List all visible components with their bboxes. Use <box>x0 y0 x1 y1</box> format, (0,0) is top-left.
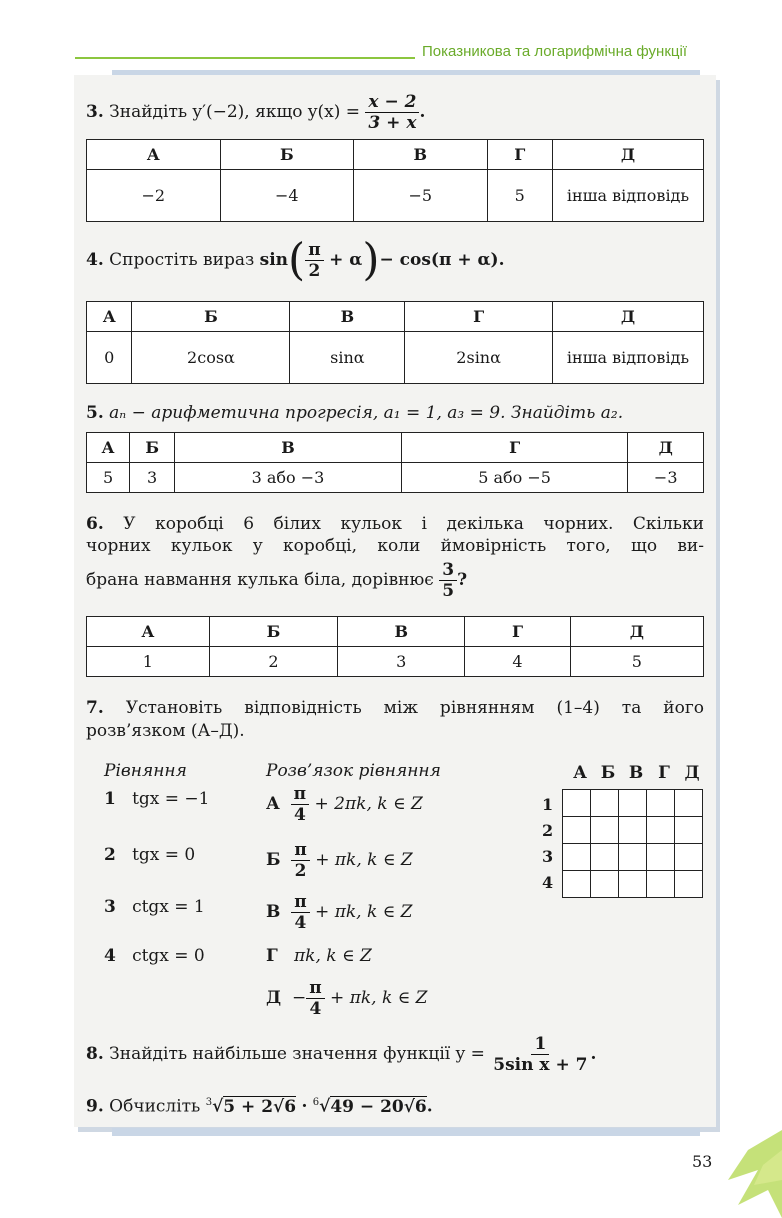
page-number: 53 <box>692 1152 713 1171</box>
task-number: 3. <box>86 102 104 122</box>
task-9: 9. Обчисліть $^3$√5 + 2√6 · $^6$√49 − 20√6. <box>86 1096 433 1117</box>
answer-grid[interactable] <box>562 789 703 898</box>
equation-4: 4 ctgx = 0 <box>104 946 205 966</box>
grid-column-labels: А Б В Г Д <box>573 763 700 783</box>
exercise-panel <box>74 75 716 1127</box>
task-text: Знайдіть y′(−2), якщо y(x) = <box>109 102 361 122</box>
task-5: 5. aₙ − арифметична прогресія, a₁ = 1, a₃ = 9. Знайдіть a₂. <box>86 403 624 423</box>
solution-g: Г πk, k ∈ Z <box>266 946 372 966</box>
panel-bottom-band <box>112 1128 700 1136</box>
equation-1: 1 tgx = −1 <box>104 789 210 809</box>
solution-a: А $\frac{\pi}{4}$ + 2πk, k ∈ Z <box>266 784 423 825</box>
solution-b: Б $\frac{\pi}{2}$ + πk, k ∈ Z <box>266 840 413 881</box>
task-7-line-1: 7. Установіть відповідність між рівнянням (1–4) та його <box>86 698 705 718</box>
solutions-header: Розв’язок рівняння <box>266 761 441 781</box>
answer-table-4: А Б В Г Д 0 2cosα sinα 2sinα інша відповідь <box>86 301 704 384</box>
task-6-line-3: брана навмання кулька біла, дорівнює $\frac{3}{5}$ ? <box>86 560 468 601</box>
answer-table-5: А Б В Г Д 5 3 3 або −3 5 або −5 −3 <box>86 432 704 493</box>
answer-table-3: А Б В Г Д −2 −4 −5 5 інша відповідь <box>86 139 704 222</box>
solution-v: В $\frac{\pi}{4}$ + πk, k ∈ Z <box>266 892 413 933</box>
leaf-decoration-icon <box>718 1110 782 1218</box>
solution-d: Д − $\frac{\pi}{4}$ + πk, k ∈ Z <box>266 978 428 1019</box>
grid-row-labels: 1 2 3 4 <box>542 795 554 892</box>
task-6-line-1: 6. У коробці 6 білих кульок і декілька чорних. Скільки <box>86 514 704 534</box>
task-7-line-2: розв’язком (А–Д). <box>86 721 245 741</box>
task-4: 4. Спростіть вираз sin( $\frac{\pi}{2}$ + α)− cos(π + α). <box>86 234 505 286</box>
task-3: 3. Знайдіть y′(−2), якщо y(x) = $\frac{x - 2}{3 + x}$ . <box>86 92 426 133</box>
answer-table-6: А Б В Г Д 1 2 3 4 5 <box>86 616 704 677</box>
equations-header: Рівняння <box>104 761 187 781</box>
equation-2: 2 tgx = 0 <box>104 845 196 865</box>
equation-3: 3 ctgx = 1 <box>104 897 205 917</box>
fraction: $\frac{x - 2}{3 + x}$ <box>365 92 419 133</box>
task-8: 8. Знайдіть найбільше значення функції y = $\frac{1}{\text{5sin x + 7}}$ . <box>86 1034 597 1075</box>
section-title: Показникова та логарифмічна функції <box>422 43 687 60</box>
task-6-line-2: чорних кульок у коробці, коли ймовірність того, що ви- <box>86 536 704 556</box>
header-rule <box>75 57 415 59</box>
